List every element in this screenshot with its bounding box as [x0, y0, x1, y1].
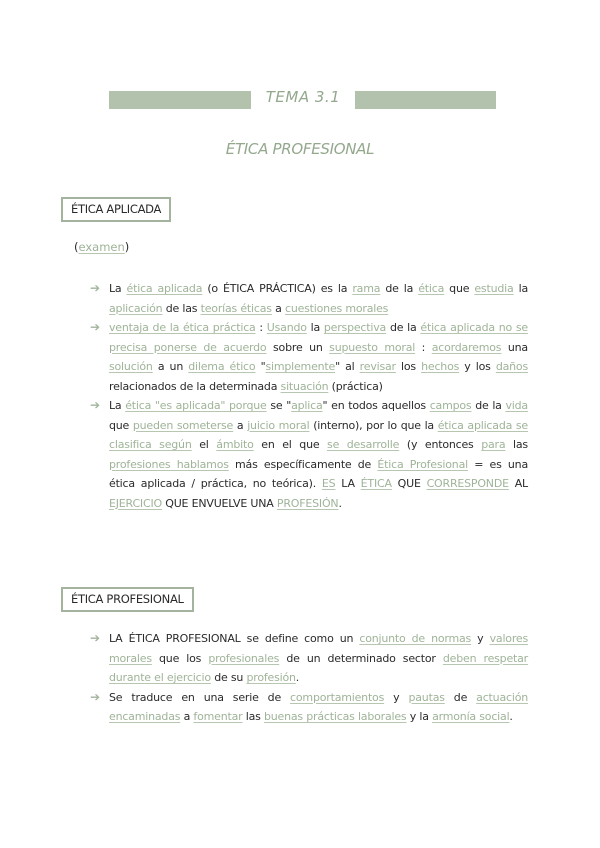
text-run: a: [180, 710, 194, 723]
highlighted-term: simplemente: [265, 360, 336, 373]
highlighted-term: ética aplicada se clasifica según: [109, 418, 528, 451]
text-run: La: [109, 399, 126, 412]
highlighted-term: buenas prácticas laborales: [264, 710, 407, 723]
text-run: (interno), por lo que la: [309, 418, 438, 432]
text-run: y la: [406, 710, 433, 723]
arrow-icon: ➔: [90, 398, 100, 412]
text-run: relacionados de la determinada: [109, 379, 281, 393]
highlighted-term: estudia: [474, 282, 514, 295]
highlighted-term: aplica: [291, 399, 323, 412]
highlighted-term: actuación encaminadas: [109, 690, 528, 723]
exam-note: [74, 240, 129, 254]
text-run: que: [444, 282, 475, 295]
bullet-list-etica-aplicada: [90, 279, 528, 513]
highlighted-term: profesión: [246, 671, 296, 684]
bullet-text: [109, 321, 528, 393]
text-run: = es una ética aplicada / práctica, no teórica).: [109, 457, 528, 490]
section-heading-etica-aplicada: ÉTICA APLICADA: [61, 197, 171, 222]
text-run: se ": [266, 399, 292, 412]
highlighted-term: ética aplicada no se precisa ponerse de acuerdo: [109, 321, 528, 354]
highlighted-term: ES: [321, 477, 336, 490]
highlighted-term: cuestiones morales: [284, 301, 389, 315]
text-run: ": [255, 360, 266, 373]
text-run: la: [306, 321, 324, 334]
text-run: Se traduce en una serie de: [109, 690, 291, 704]
note-open: (: [74, 240, 79, 254]
text-run: (práctica): [328, 379, 383, 393]
bullet-item: [90, 629, 528, 688]
text-run: a: [233, 418, 248, 432]
arrow-icon: ➔: [90, 281, 100, 295]
highlighted-term: ventaja de la ética práctica: [109, 321, 256, 334]
text-run: las: [242, 710, 264, 723]
highlighted-term: valores morales: [109, 632, 529, 665]
text-run: de su: [210, 671, 247, 684]
text-run: y: [471, 632, 490, 645]
highlighted-term: profesiones hablamos: [109, 457, 229, 471]
highlighted-term: profesionales: [208, 651, 280, 665]
arrow-icon: ➔: [90, 631, 100, 645]
section-heading-etica-profesional: ÉTICA PROFESIONAL: [61, 587, 194, 612]
highlighted-term: para: [481, 438, 506, 451]
bullet-text: [109, 632, 528, 684]
highlighted-term: juicio moral: [247, 418, 310, 432]
text-run: :: [255, 321, 267, 334]
highlighted-term: pueden someterse: [132, 418, 234, 432]
highlighted-term: conjunto de normas: [359, 632, 472, 645]
note-word: examen: [78, 240, 125, 254]
highlighted-term: ÉTICA: [360, 477, 392, 490]
text-run: más específicamente de: [228, 457, 378, 471]
highlighted-term: EJERCICIO: [109, 496, 162, 510]
text-run: .: [295, 671, 300, 684]
text-run: las: [505, 438, 528, 451]
text-run: " en todos aquellos: [322, 399, 430, 412]
highlighted-term: PROFESIÓN: [276, 496, 339, 510]
highlighted-term: perspectiva: [323, 321, 387, 334]
text-run: el: [191, 438, 217, 451]
text-run: y: [384, 690, 409, 704]
text-run: los: [395, 360, 422, 373]
bullet-item: [90, 318, 528, 396]
highlighted-term: Usando: [266, 321, 307, 334]
highlighted-term: daños: [495, 360, 528, 373]
highlighted-term: ética aplicada: [126, 282, 203, 295]
text-run: .: [338, 496, 342, 510]
highlighted-term: teorías éticas: [200, 301, 272, 315]
text-run: que los: [151, 651, 209, 665]
text-run: de un determinado sector: [279, 651, 443, 665]
text-run: :: [415, 340, 432, 354]
text-run: .: [509, 710, 513, 723]
bullet-item: [90, 396, 528, 513]
text-run: a: [271, 301, 285, 315]
highlighted-term: pautas: [408, 690, 445, 704]
highlighted-term: rama: [352, 282, 381, 295]
text-run: AL: [508, 477, 528, 490]
highlighted-term: CORRESPONDE: [426, 477, 509, 490]
header-bar-right: [355, 91, 496, 109]
text-run: de la: [380, 282, 419, 295]
bullet-list-etica-profesional: [90, 629, 528, 727]
text-run: que: [109, 418, 133, 432]
text-run: La: [109, 282, 127, 295]
page-title: ÉTICA PROFESIONAL: [225, 140, 375, 158]
note-close: ): [124, 240, 130, 254]
text-run: de: [444, 690, 477, 704]
text-run: de la: [386, 321, 421, 334]
highlighted-term: ética "es aplicada" porque: [125, 399, 267, 412]
highlighted-term: campos: [429, 399, 472, 412]
text-run: sobre un: [266, 340, 330, 354]
highlighted-term: ética: [418, 282, 445, 295]
text-run: una: [501, 340, 528, 354]
arrow-icon: ➔: [90, 320, 100, 334]
highlighted-term: ámbito: [216, 438, 254, 451]
highlighted-term: Ética Profesional: [377, 457, 468, 471]
bullet-text: [109, 691, 528, 724]
topic-number: TEMA 3.1: [265, 88, 341, 106]
highlighted-term: supuesto moral: [329, 340, 416, 354]
text-run: de la: [471, 399, 506, 412]
highlighted-term: deben respetar durante el ejercicio: [109, 651, 528, 684]
text-run: y los: [459, 360, 496, 373]
text-run: " al: [335, 360, 360, 373]
bullet-item: [90, 279, 528, 318]
highlighted-term: se desarrolle: [327, 438, 400, 451]
highlighted-term: vida: [505, 399, 528, 412]
highlighted-term: fomentar: [193, 710, 243, 723]
text-run: la: [513, 282, 528, 295]
text-run: a un: [152, 360, 189, 373]
highlighted-term: comportamientos: [290, 690, 385, 704]
highlighted-term: hechos: [421, 360, 460, 373]
text-run: LA: [335, 477, 361, 490]
highlighted-term: revisar: [359, 360, 396, 373]
bullet-item: [90, 688, 528, 727]
bullet-text: [109, 282, 528, 315]
header-bar-left: [109, 91, 251, 109]
highlighted-term: acordaremos: [431, 340, 502, 354]
text-run: LA ÉTICA PROFESIONAL se define como un: [109, 632, 360, 645]
arrow-icon: ➔: [90, 689, 100, 704]
text-run: (y entonces: [399, 438, 482, 451]
highlighted-term: situación: [280, 379, 329, 393]
text-run: QUE ENVUELVE UNA: [161, 496, 277, 510]
text-run: QUE: [391, 477, 427, 490]
text-run: (o ÉTICA PRÁCTICA) es la: [202, 282, 353, 295]
bullet-text: [109, 399, 528, 510]
highlighted-term: dilema ético: [188, 360, 256, 373]
text-run: en el que: [253, 438, 328, 451]
highlighted-term: aplicación: [109, 301, 163, 315]
highlighted-term: armonía social: [432, 710, 510, 723]
highlighted-term: solución: [109, 360, 153, 373]
text-run: de las: [162, 301, 201, 315]
